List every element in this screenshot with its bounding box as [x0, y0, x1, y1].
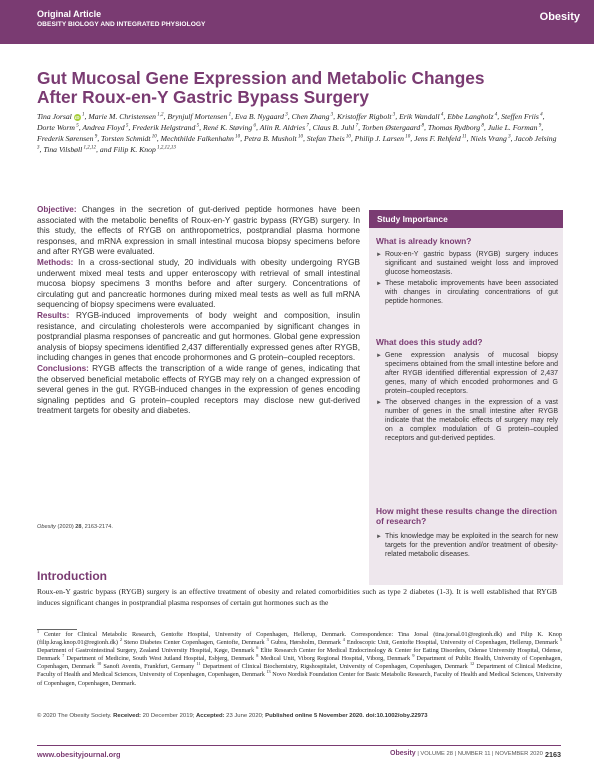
bullet-arrow-icon: ►	[376, 399, 382, 406]
author-name: Brynjulf Mortensen	[167, 112, 228, 121]
author-name: Claus B. Juhl	[312, 122, 355, 132]
author-name: Frederik Helgstrand	[132, 122, 196, 132]
author-affiliation-number: 5	[124, 123, 129, 129]
accepted-date: 23 June 2020;	[226, 713, 264, 719]
list-item	[376, 398, 558, 443]
footnote-number: 4	[342, 637, 345, 643]
author-affiliation-number: 3	[391, 112, 396, 118]
author-affiliation-number: 7	[305, 123, 309, 129]
si-question-adds: What does this study add?	[376, 337, 483, 347]
footnote-text: Endoscopic Unit, Gentofte Hospital, University of Copenhagen, Hellerup, Denmark	[344, 639, 560, 647]
bullet-arrow-icon: ►	[376, 280, 382, 287]
footnote-text: Elite Research Center for Medical Endocrinology & Center for Eating Disorders, Odense University Hospital, Odense, Denmark	[37, 647, 562, 663]
author-affiliation-number: 1,2,12,13	[155, 145, 176, 151]
si-question-known: What is already known?	[376, 236, 472, 246]
author-name: Mechthilde Falkenhahn	[160, 133, 234, 143]
abstract-objective	[37, 205, 360, 258]
bullet-arrow-icon: ►	[376, 252, 382, 258]
si-list-direction	[376, 532, 558, 561]
author-name: Torben Østergaard	[361, 122, 421, 132]
citation-journal: Obesity	[37, 524, 56, 530]
author-affiliation-number: 9	[93, 134, 98, 140]
author-affiliation-number: 1	[80, 112, 85, 118]
author-name: Thomas Rydborg	[427, 122, 481, 132]
author-affiliation-number: 8	[420, 123, 424, 129]
accepted-label: Accepted:	[196, 713, 225, 719]
copyright-line	[37, 713, 562, 719]
footnote-number: 8	[256, 653, 259, 659]
author-affiliation-number: 11	[460, 134, 467, 140]
footnote-text: Department of Medicine, South West Jutland Hospital, Esbjerg, Denmark	[64, 655, 257, 663]
list-item	[376, 532, 558, 559]
citation-pages: , 2163-2174.	[81, 524, 113, 530]
footnote-number: 6	[256, 645, 259, 651]
author-name: Kristoffer Rigbolt	[337, 112, 392, 121]
bullet-arrow-icon: ►	[376, 353, 382, 359]
author-name: René K. Støving	[202, 122, 253, 132]
footnote-text: Center for Clinical Metabolic Research, Gentofte Hospital, University of Copenhagen, Hellerup, Denmark. Correspondence: Tina Jorsal (tina.jorsal.01@regionh.dk) and Filip K. Knop (filip.krag.knop.01@regionh.dk)	[37, 631, 562, 647]
citation	[37, 524, 113, 530]
author-name: Tina Jorsal	[37, 112, 72, 121]
received-date: 20 December 2019;	[142, 713, 195, 719]
footer-issue-info	[390, 750, 543, 757]
citation-year: (2020)	[57, 524, 74, 530]
footnote-text: Department of Clinical Biochemistry, Rigshospitalet, University of Copenhagen, Copenhagen, Denmark	[200, 663, 470, 671]
copyright-text: © 2020 The Obesity Society.	[37, 713, 112, 719]
author-affiliation-number: 10	[344, 134, 351, 140]
si-list-adds	[376, 351, 558, 445]
methods-label: Methods:	[37, 257, 74, 267]
list-item-text: This knowledge may be exploited in the search for new targets for the prevention and/or treatment of obesity-related metabolic diseases.	[385, 533, 558, 559]
author-affiliation-number: 7	[354, 123, 359, 129]
methods-text: In a cross-sectional study, 20 individuals with obesity undergoing RYGB underwent mixed meal tests and upper enteroscopy with retrieval of small intestinal mucosa biopsy specimens 3 months before and after surgery. Concentrations of circulating gut and pancreatic hormones during mixed meal tests as well as full mRNA sequencing of biopsy specimens were evaluated.	[37, 257, 361, 310]
author-name: Chen Zhang	[291, 112, 330, 121]
author-affiliation-number: 4	[493, 112, 498, 118]
si-question-direction: How might these results change the direction of research?	[376, 506, 558, 527]
list-item-text: Gene expression analysis of mucosal biopsy specimens obtained from the small intestine before and after RYGB identified differential expression of 2,437 genes, many of which encoded prohormones and G protein–coupled receptors.	[385, 352, 558, 396]
footnote-number: 13	[266, 669, 271, 675]
page-number: 2163	[545, 750, 561, 759]
author-affiliation-number: 3	[284, 112, 288, 118]
footnote-number: 3	[266, 637, 269, 643]
article-type: Original Article	[37, 9, 102, 19]
author-affiliation-number: 10	[150, 134, 157, 140]
author-name: Jacob Jelsing	[514, 133, 557, 143]
author-name: Tina Vilsbøll	[43, 144, 83, 154]
footnote-number: 11	[196, 661, 201, 667]
footnote-text: Novo Nordisk Foundation Center for Basic Metabolic Research, Faculty of Health and Medical Sciences, University of Copenhagen, Copenhagen, Denmark.	[37, 671, 562, 687]
orcid-icon[interactable]: iD	[75, 115, 80, 120]
author-name: Philip J. Larsen	[354, 133, 404, 143]
author-name: Frederik Sørensen	[37, 133, 94, 143]
footnote-divider	[37, 629, 77, 630]
author-name: Erik Wandall	[399, 112, 440, 121]
footnote-number: 5	[559, 637, 562, 643]
author-name: Steffen Friis	[501, 112, 539, 121]
footnote-text: Sanofi Aventis, Frankfurt, Germany	[101, 663, 197, 671]
study-importance-title: Study Importance	[369, 210, 563, 228]
objective-text: Changes in the secretion of gut-derived peptide hormones have been associated with the metabolic benefits of Roux-en-Y gastric bypass (RYGB) surgery. In this study, the effects of RYGB on anthropometrics, postprandial plasma hormone responses, and mRNA expression in small intestinal mucosa biopsy specimens before and after RYGB were evaluated.	[37, 205, 360, 257]
author-name: Alin R. Aldries	[259, 122, 306, 132]
author-affiliation-number: 4	[439, 112, 444, 118]
results-label: Results:	[37, 310, 70, 320]
list-item	[376, 250, 558, 277]
author-name: Dorte Worm	[37, 122, 75, 132]
footnote-text: Gubra, Hørsholm, Denmark	[268, 639, 343, 647]
footnote-number: 12	[469, 661, 475, 667]
bullet-arrow-icon: ►	[376, 534, 382, 540]
author-name: Stefan Theis	[306, 133, 345, 143]
author-name: Ebbe Langholz	[447, 112, 494, 121]
received-label: Received:	[113, 713, 142, 719]
author-affiliation-number: 1,2	[156, 112, 164, 118]
footnote-number: 2	[119, 637, 123, 643]
abstract-conclusions	[37, 364, 360, 417]
author-affiliation-number: 3	[329, 112, 334, 118]
footer-divider	[37, 745, 561, 746]
footer-journal: Obesity	[390, 750, 416, 757]
list-item	[376, 279, 558, 306]
footnote-text: Steno Diabetes Center Copenhagen, Gentofte, Denmark	[122, 639, 267, 647]
introduction-heading: Introduction	[37, 569, 107, 583]
author-affiliation-number: 3	[506, 134, 511, 140]
author-affiliation-number: 1,2,12	[82, 145, 97, 151]
footnote-text: Department of Clinical Medicine, Faculty of Health and Medical Sciences, University of Copenhagen, Copenhagen, Denmark	[37, 663, 562, 679]
list-item-text: The observed changes in the expression of a vast number of genes in the small intestine after RYGB indicate that the metabolic effects of surgery may rely on a complex modulation of G protein–coupled receptors and gut-derived peptides.	[385, 398, 558, 443]
citation-volume: 28	[75, 524, 82, 530]
author-name: Niels Vrang	[470, 133, 507, 143]
conclusions-label: Conclusions:	[37, 363, 89, 373]
footnote-number: 1	[37, 628, 40, 634]
author-affiliation-number: 8	[480, 123, 484, 129]
author-name: Torsten Schmidt	[101, 133, 151, 143]
affiliation-footnotes	[37, 628, 562, 688]
author-affiliation-number: 4	[538, 112, 543, 118]
author-name: Petra B. Musholt	[243, 133, 297, 143]
results-text: RYGB-induced improvements of body weight and composition, insulin resistance, and circulating cholesterols were accompanied by significant changes in postprandial plasma responses of pancreatic and gut hormones. Global gene expression analysis of biopsy specimens identified 2,437 differentially expressed genes after RYGB, including changes in genes that encode prohormones and G protein–coupled receptors.	[37, 310, 360, 363]
author-list: Tina Jorsal iD $^1$, Marie M. Christensen $^{1,2}$, Brynjulf Mortensen $^1$, Eva B. Nygaard $^3$, Chen Zhang $^3$, Kristoffer Rigbolt $^3$, Erik Wandall $^4$, Ebbe Langholz $^4$, Steffen Friis $^4$, Dorte Worm $^5$, Andrea Floyd $^5$, Frederik Helgstrand $^5$, René K. Støving $^6$, Alin R. Aldries $^7$, Claus B. Juhl $^7$, Torben Østergaard $^8$, Thomas Rydborg $^8$, Julie L. Forman $^9$, Frederik Sørensen $^9$, Torsten Schmidt $^{10}$, Mechthilde Falkenhahn $^{10}$, Petra B. Musholt $^{10}$, Stefan Theis $^{10}$, Philip J. Larsen $^{10}$, Jens F. Rehfeld $^{11}$, Niels Vrang $^3$, Jacob Jelsing $^3$, Tina Vilsbøll $^{1,2,12}$, and Filip K. Knop $^{1,2,12,13}$	[37, 112, 557, 154]
author-name: Marie M. Christensen	[88, 112, 157, 121]
author-affiliation-number: 5	[74, 123, 79, 129]
journal-url-link[interactable]: www.obesityjournal.org	[37, 750, 121, 759]
abstract-results	[37, 311, 360, 364]
author-affiliation-number: 5	[195, 123, 200, 129]
list-item-text: Roux-en-Y gastric bypass (RYGB) surgery induces significant and sustained weight loss and improved glucose homeostasis.	[385, 251, 558, 277]
author-affiliation-number: 10	[233, 134, 241, 140]
footnote-text: Department of Public Health, University of Copenhagen, Copenhagen, Denmark	[37, 655, 562, 671]
author-affiliation-number: 9	[537, 123, 542, 129]
list-item	[376, 351, 558, 396]
author-name: Filip K. Knop	[113, 144, 156, 154]
footnote-text: Department of Gastrointestinal Surgery, Zealand University Hospital, Køge, Denmark	[37, 647, 257, 655]
doi: doi:10.1002/oby.22973	[365, 713, 428, 719]
footnote-number: 7	[62, 653, 65, 659]
abstract-methods	[37, 258, 360, 311]
footnote-number: 9	[412, 653, 415, 659]
published-label: Published online	[265, 713, 313, 719]
author-name: Julie L. Forman	[487, 122, 538, 132]
footnote-text: Medical Unit, Viborg Regional Hospital, Viborg, Denmark	[258, 655, 413, 663]
author-name: Eva B. Nygaard	[234, 112, 285, 121]
published-date: 5 November 2020.	[313, 713, 365, 719]
author-affiliation-number: 1	[227, 112, 232, 118]
list-item-text: These metabolic improvements have been associated with changes in circulating concentrations of gut peptide hormones.	[385, 279, 558, 305]
article-section: OBESITY BIOLOGY AND INTEGRATED PHYSIOLOGY	[37, 21, 206, 28]
conclusions-text: RYGB affects the transcription of a wide range of genes, indicating that the observed beneficial metabolic effects of RYGB may rely on a changed expression of several genes in the gut. RYGB-induced changes in the expression of genes encoding signaling peptides and G protein–coupled receptors may disclose new gut-derived treatment targets for obesity and diabetes.	[37, 363, 360, 416]
author-affiliation-number: 10	[404, 134, 411, 140]
author-name: Jens F. Rehfeld	[414, 133, 461, 143]
objective-label: Objective:	[37, 205, 77, 214]
introduction-text: Roux-en-Y gastric bypass (RYGB) surgery is an effective treatment of obesity and related comorbidities such as type 2 diabetes (1-3). It is well established that RYGB induces significant changes in postprandial plasma responses of certain gut hormones such as the	[37, 587, 557, 607]
footnote-number: 10	[97, 661, 102, 667]
footer-issue: | VOLUME 28 | NUMBER 11 | NOVEMBER 2020	[417, 751, 543, 757]
author-name: Andrea Floyd	[82, 122, 125, 132]
si-list-known	[376, 250, 558, 307]
abstract	[37, 205, 360, 417]
author-affiliation-number: 10	[296, 134, 303, 140]
author-affiliation-number: 6	[252, 123, 257, 129]
author-affiliation-number: 3	[37, 145, 40, 151]
journal-name: Obesity	[539, 11, 580, 23]
article-title: Gut Mucosal Gene Expression and Metabolic Changes After Roux-en-Y Gastric Bypass Surgery	[37, 68, 485, 107]
